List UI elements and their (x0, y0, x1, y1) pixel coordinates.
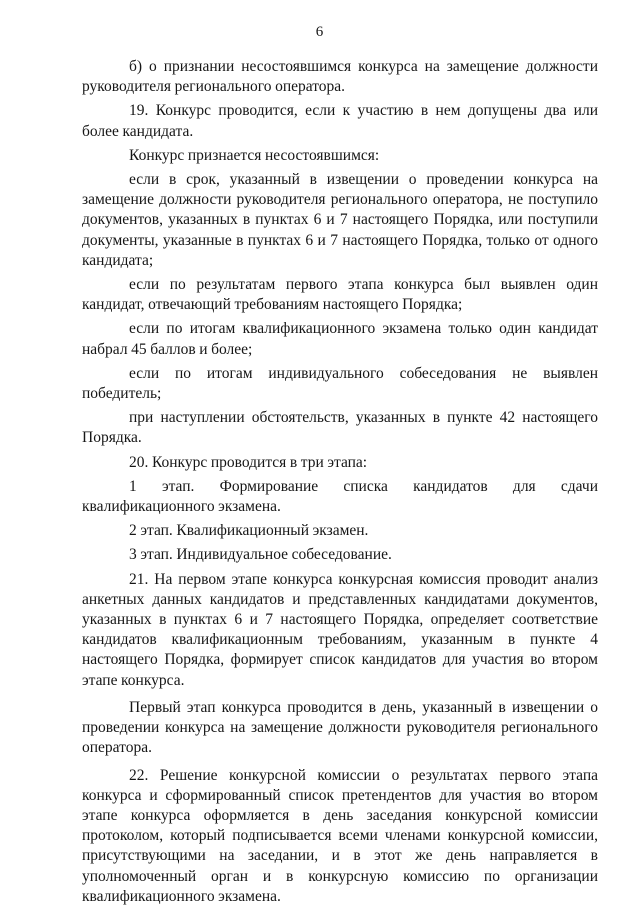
paragraph-b-failed-contest: б) о признании несостоявшимся конкурса на замещение должности руководителя регионального оператора. (82, 58, 598, 96)
paragraph-21: 21. На первом этапе конкурса конкурсная комиссия проводит анализ анкетных данных кандидатов и представленных кандидатами документов, указанных в пунктах 6 и 7 настоящего Порядка, определяет соответствие кандидатов квалификационным требованиям, указанным в пункте 4 настоящего Порядка, формирует список кандидатов для участия во втором этапе конкурса. (82, 570, 598, 689)
paragraph-22: 22. Решение конкурсной комиссии о результатах первого этапа конкурса и сформированный список претендентов для участия во втором этапе конкурса оформляется в день заседания конкурсной комиссии протоколом, который подписывается всеми членами конкурсной комиссии, присутствующими на заседании, и в этот же день направляется в уполномоченный орган и в конкурсную комиссию по организации квалификационного экзамена. (82, 766, 598, 905)
paragraph-first-stage-date: Первый этап конкурса проводится в день, указанный в извещении о проведении конкурса на замещение должности руководителя регионального оператора. (82, 698, 598, 757)
paragraph-failed-case-5: при наступлении обстоятельств, указанных в пункте 42 настоящего Порядка. (82, 409, 598, 447)
document-body (82, 57, 598, 907)
paragraph-stage-3: 3 этап. Индивидуальное собеседование. (129, 546, 392, 564)
paragraph-failed-case-4: если по итогам индивидуального собеседования не выявлен победитель; (82, 364, 598, 403)
paragraph-stage-1: 1 этап. Формирование списка кандидатов для сдачи квалификационного экзамена. (82, 477, 598, 516)
paragraph-failed-intro: Конкурс признается несостоявшимся: (129, 146, 380, 164)
paragraph-failed-case-1: если в срок, указанный в извещении о проведении конкурса на замещение должности руководителя регионального оператора, не поступило документов, указанных в пунктах 6 и 7 настоящего Порядка, или поступили документы, указанные в пунктах 6 и 7 настоящего Порядка, только от одного кандидата; (82, 171, 598, 269)
paragraph-failed-case-3: если по итогам квалификационного экзамена только один кандидат набрал 45 баллов и более; (82, 320, 598, 358)
paragraph-19: 19. Конкурс проводится, если к участию в нем допущены два или более кандидата. (82, 102, 598, 140)
paragraph-failed-case-2: если по результатам первого этапа конкурса был выявлен один кандидат, отвечающий требованиям настоящего Порядка; (82, 276, 598, 314)
paragraph-20: 20. Конкурс проводится в три этапа: (129, 453, 368, 471)
paragraph-stage-2: 2 этап. Квалификационный экзамен. (129, 522, 369, 540)
page-number: 6 (315, 24, 324, 40)
